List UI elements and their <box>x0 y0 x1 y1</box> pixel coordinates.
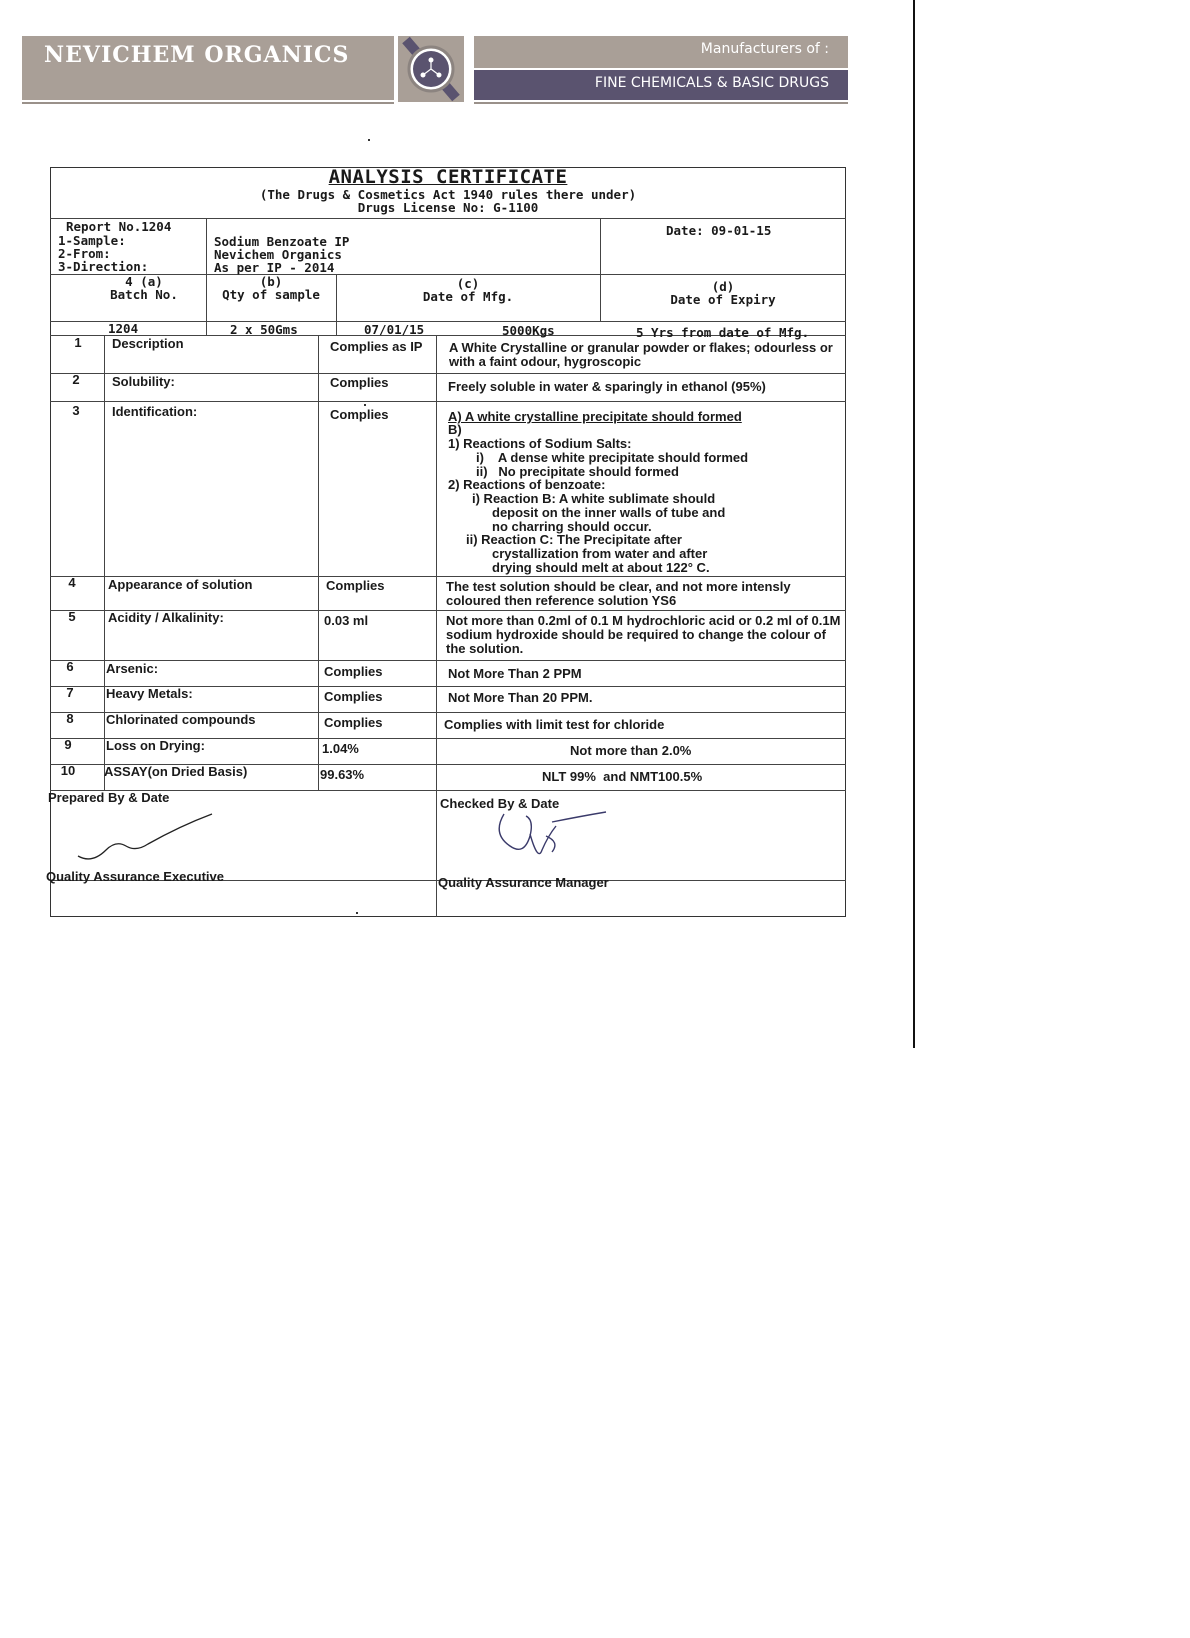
test-name: Solubility: <box>112 374 175 389</box>
prepared-signature <box>70 808 220 870</box>
test-number: 2 <box>72 372 80 387</box>
grid-line <box>50 790 846 791</box>
field-value: As per IP - 2014 <box>214 260 335 275</box>
test-result: Complies <box>330 375 389 390</box>
scan-edge-line <box>913 0 915 1048</box>
test-number: 9 <box>64 737 72 752</box>
company-logo <box>398 36 464 102</box>
test-result: Complies <box>324 689 383 704</box>
identification-spec-line: crystallization from water and after <box>492 546 708 561</box>
test-name: ASSAY(on Dried Basis) <box>104 764 248 779</box>
test-number: 8 <box>66 711 74 726</box>
expiry-col-code: (d) <box>711 279 735 294</box>
identification-spec-line: 1) Reactions of Sodium Salts: <box>448 436 632 451</box>
test-result: Complies <box>330 407 389 422</box>
header-left-rule <box>22 102 394 104</box>
qty-col-label: Qty of sample <box>222 287 320 302</box>
drugs-license: Drugs License No: G-1100 <box>357 200 539 215</box>
batch-col-code: 4 (a) <box>125 274 163 289</box>
identification-spec-line: deposit on the inner walls of tube and <box>492 505 726 520</box>
identification-spec-line: drying should melt at about 122° C. <box>492 560 710 575</box>
test-result: 99.63% <box>320 767 365 782</box>
field-label: 2-From: <box>58 246 111 261</box>
test-spec: Not more than 2.0% <box>570 743 692 758</box>
header-right-rule <box>474 102 848 104</box>
field-label: 1-Sample: <box>58 233 126 248</box>
report-number: Report No.1204 <box>66 219 172 234</box>
identification-spec-line: ii) No precipitate should formed <box>476 464 679 479</box>
grid-line <box>50 660 846 661</box>
products-line: FINE CHEMICALS & BASIC DRUGS <box>594 75 829 91</box>
test-spec: A White Crystalline or granular powder or flakes; odourless or with a faint odour, hygroscopic <box>449 340 833 369</box>
test-name: Chlorinated compounds <box>106 712 256 727</box>
checked-role: Quality Assurance Manager <box>438 875 609 890</box>
mfg-col-label: Date of Mfg. <box>422 289 514 304</box>
identification-spec-line: A) A white crystalline precipitate should formed <box>448 409 742 424</box>
test-name: Acidity / Alkalinity: <box>108 610 224 625</box>
identification-spec-line: i) A dense white precipitate should formed <box>476 450 749 465</box>
qty-col-code: (b) <box>259 274 283 289</box>
test-spec: Not more than 0.2ml of 0.1 M hydrochloric acid or 0.2 ml of 0.1M sodium hydroxide should be required to change the colour of the solution. <box>446 613 841 656</box>
manufacturers-label: Manufacturers of : <box>700 41 829 57</box>
test-number: 4 <box>68 575 76 590</box>
test-number: 6 <box>66 659 74 674</box>
identification-spec-line: ii) Reaction C: The Precipitate after <box>466 532 682 547</box>
field-value: Nevichem Organics <box>214 247 342 262</box>
batch-number: 1204 <box>108 321 139 336</box>
grid-line <box>50 401 846 402</box>
test-spec: Complies with limit test for chloride <box>444 717 665 732</box>
test-name: Heavy Metals: <box>106 686 193 701</box>
scan-speck <box>364 404 366 406</box>
expiry-date: 5 Yrs from date of Mfg. <box>636 325 810 340</box>
test-number: 3 <box>72 403 80 418</box>
test-spec: Not More Than 20 PPM. <box>448 690 593 705</box>
identification-spec-line: B) <box>448 422 462 437</box>
test-number: 5 <box>68 609 76 624</box>
certificate-title: ANALYSIS CERTIFICATE <box>328 166 568 188</box>
grid-vline <box>436 335 437 917</box>
identification-spec-line: no charring should occur. <box>492 519 652 534</box>
test-name: Loss on Drying: <box>106 738 205 753</box>
prepared-role: Quality Assurance Executive <box>46 869 224 884</box>
batch-quantity: 5000Kgs <box>502 323 555 338</box>
identification-spec-line: 2) Reactions of benzoate: <box>448 477 606 492</box>
field-value: Sodium Benzoate IP <box>214 234 350 249</box>
test-result: Complies <box>326 578 385 593</box>
grid-vline <box>206 218 207 274</box>
field-label: 3-Direction: <box>58 259 149 274</box>
test-result: Complies <box>324 715 383 730</box>
test-spec: NLT 99% and NMT100.5% <box>542 769 703 784</box>
test-number: 7 <box>66 685 74 700</box>
prepared-by-label: Prepared By & Date <box>48 790 170 805</box>
test-spec: Freely soluble in water & sparingly in ethanol (95%) <box>448 379 766 394</box>
batch-col-label: Batch No. <box>110 287 178 302</box>
mfg-date: 07/01/15 <box>364 322 425 337</box>
test-spec: Not More Than 2 PPM <box>448 666 582 681</box>
checked-signature <box>490 806 620 872</box>
grid-vline <box>104 335 105 790</box>
test-name: Arsenic: <box>106 661 159 676</box>
grid-vline <box>318 335 319 790</box>
test-number: 1 <box>74 335 82 350</box>
identification-spec-line: i) Reaction B: A white sublimate should <box>472 491 716 506</box>
test-result: Complies <box>324 664 383 679</box>
scan-speck <box>356 912 358 914</box>
test-result: Complies as IP <box>330 339 423 354</box>
expiry-col-label: Date of Expiry <box>670 292 776 307</box>
test-result: 1.04% <box>322 741 359 756</box>
company-name: NEVICHEM ORGANICS <box>44 42 350 68</box>
certificate-subtitle: (The Drugs & Cosmetics Act 1940 rules there under) <box>259 187 637 202</box>
test-spec: The test solution should be clear, and not more intensly coloured then reference solution YS6 <box>446 579 791 608</box>
scan-speck <box>368 139 370 141</box>
test-result: 0.03 ml <box>324 613 369 628</box>
checked-by-label: Checked By & Date <box>440 796 560 811</box>
test-name: Appearance of solution <box>108 577 253 592</box>
test-name: Description <box>112 336 184 351</box>
sample-qty: 2 x 50Gms <box>230 322 298 337</box>
grid-line <box>50 321 846 322</box>
test-name: Identification: <box>112 404 198 419</box>
report-date: Date: 09-01-15 <box>666 223 772 238</box>
mfg-col-code: (c) <box>456 276 480 291</box>
test-number: 10 <box>60 763 76 778</box>
